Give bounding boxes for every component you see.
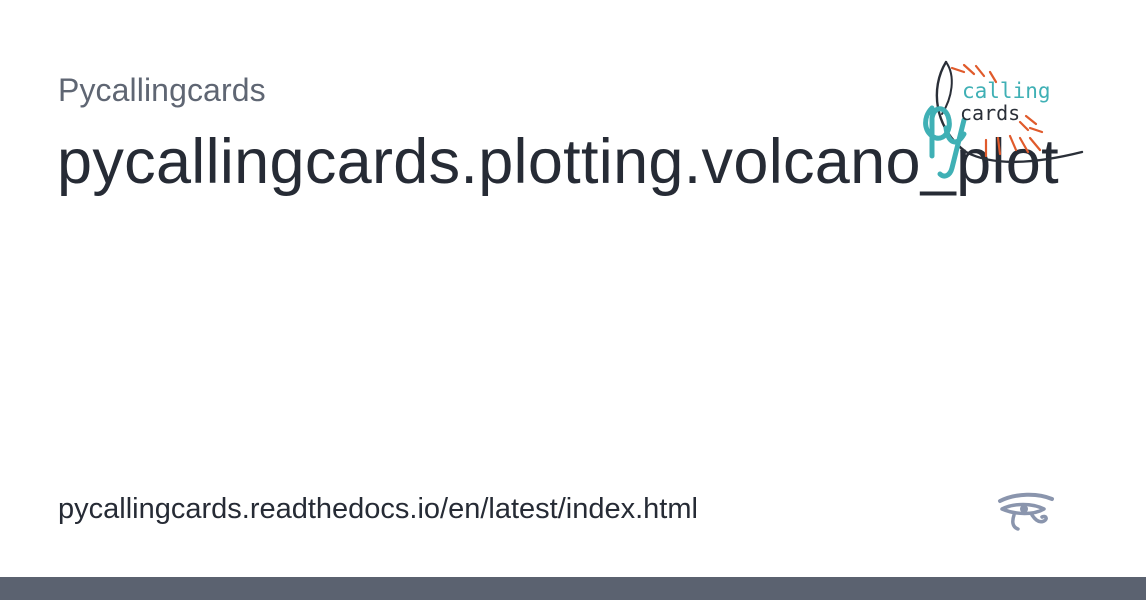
pycallingcards-logo: [912, 58, 1090, 188]
footer-bar: [0, 577, 1146, 600]
readthedocs-eye-icon: [996, 489, 1056, 533]
logo-text-calling: calling: [962, 79, 1051, 103]
site-url: pycallingcards.readthedocs.io/en/latest/index.html: [58, 493, 698, 525]
site-name: Pycallingcards: [58, 72, 266, 108]
logo-text-cards: cards: [960, 101, 1021, 125]
page-title: pycallingcards.plotting.volcano_plot: [57, 127, 1059, 197]
